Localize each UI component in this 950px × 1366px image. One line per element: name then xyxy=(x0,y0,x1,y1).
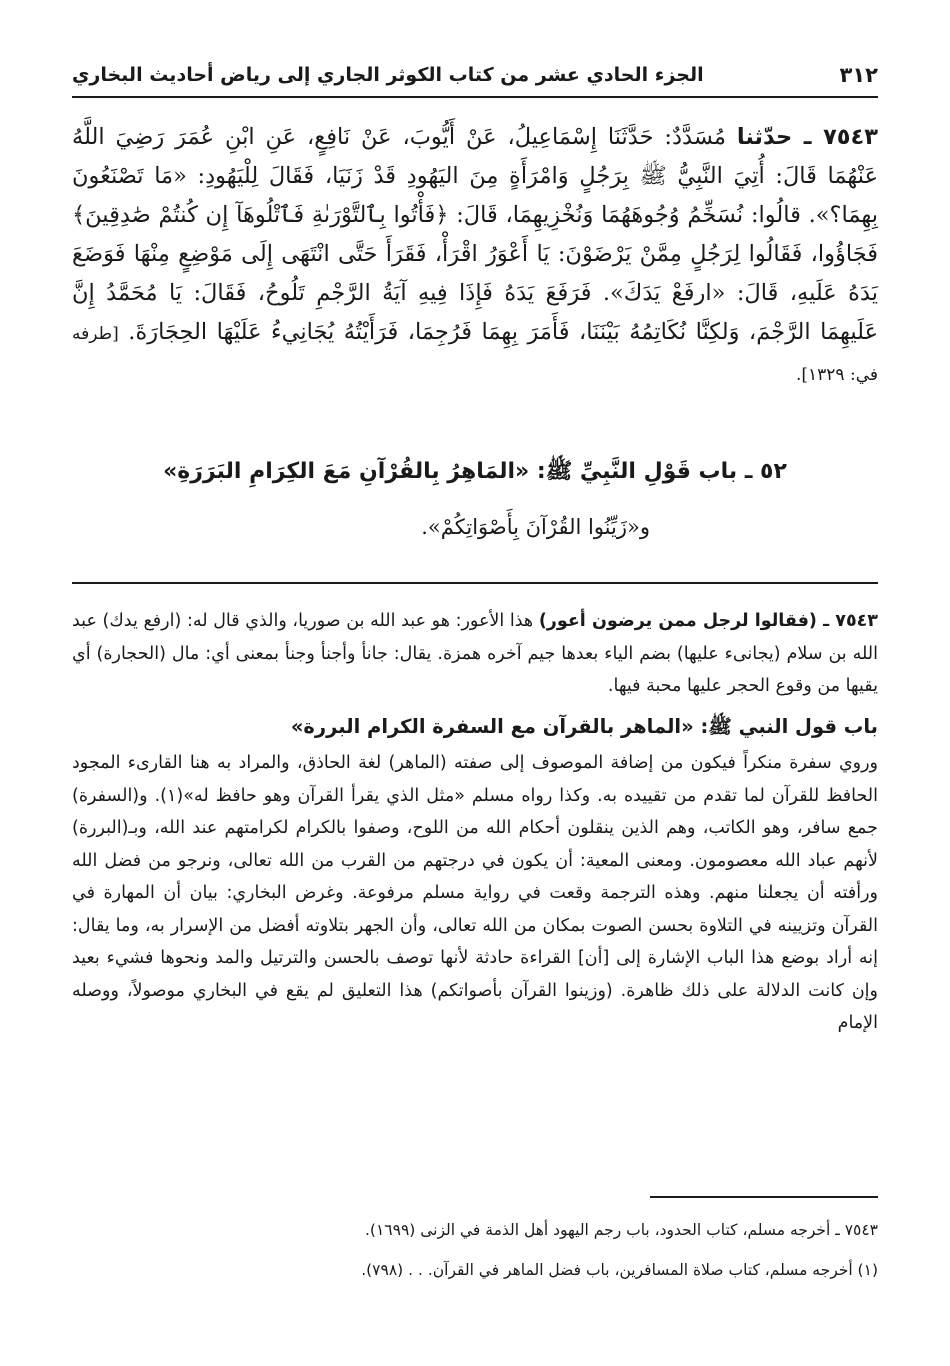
commentary-text: هذا الأعور: هو عبد الله بن صوريا، والذي قال له: (ارفع يدك) عبد الله بن سلام (يجانىء عليها) بضم الياء بعدها جيم آخره همزة. يقال: جانأ وأجنأ وجنأ بمعنى أي: مال (الحجارة) أي يقيها من وقوع الحجر عليها محبة فيها. xyxy=(72,611,878,696)
footnotes xyxy=(72,1210,878,1290)
commentary-lead: ٧٥٤٣ ـ (فقالوا لرجل ممن يرضون أعور) xyxy=(538,611,878,631)
footnote: (١) أخرجه مسلم، كتاب صلاة المسافرين، باب فضل الماهر في القرآن. . . (٧٩٨). xyxy=(361,1261,878,1279)
commentary-paragraph-2: وروي سفرة منكراً فيكون من إضافة الموصوف إلى صفته (الماهر) لغة الحاذق، والمراد به هنا القارىء المجود الحافظ للقرآن لما تقدم من تقييده به. وكذا رواه مسلم «مثل الذي يقرأ القرآن وهو حافظ له»(١). و(السفرة) جمع سافر، وهو الكاتب، وهم الذين ينقلون أحكام الله من اللوح، وصفوا بالكرام لكرامتهم عند الله، وبـ(البررة) لأنهم عباد الله معصومون. ومعنى المعية: أن يكون في درجتهم من القرب من الله تعالى، ونرجو من فضل الله ورأفته أن يجعلنا منهم. وهذه الترجمة وقعت في رواية مسلم مرفوعة. وغرض البخاري: بيان أن المهارة في القرآن وتزيينه في التلاوة بحسن الصوت بمكان من الله تعالى، وأن الجهر بتلاوته أفضل من الإسرار به، وما يقال: إنه أراد بوضع هذا الباب الإشارة إلى [أن] القراءة حادثة لأنها توصف بالحسن والترتيل والمد ونحوها فشيء بعيد وإن كانت الدلالة على ذلك ظاهرة. (وزينوا القرآن بأصواتكم) هذا التعليق لم يقع في البخاري موصولاً، ووصله الإمام xyxy=(72,753,878,1033)
running-title: الجزء الحادي عشر من كتاب الكوثر الجاري إلى رياض أحاديث البخاري xyxy=(72,64,704,86)
hadith-number: ٧٥٤٣ ـ حدّثنا xyxy=(736,124,878,150)
section-divider xyxy=(72,582,878,584)
hadith-text: مُسَدَّدٌ: حَدَّثَنَا إِسْمَاعِيلُ، عَنْ أَيُّوبَ، عَنْ نَافِعٍ، عَنِ ابْنِ عُمَرَ رَضِيَ اللَّهُ عَنْهُمَا قَالَ: أُتِيَ النَّبِيُّ ﷺ بِرَجُلٍ وَامْرَأَةٍ مِنَ اليَهُودِ قَدْ زَنَيَا، فَقَالَ لِلْيَهُودِ: «مَا تَصْنَعُونَ بِهِمَا؟». قالُوا: نُسَخِّمُ وُجُوهَهُمَا وَنُخْزِيهِمَا، قَالَ: ﴿فَأْتُوا بِٱلتَّوْرَىٰةِ فَٱتْلُوهَآ إِن كُنتُمْ صَٰدِقِينَ﴾ فَجَاؤُوا، فَقَالُوا لِرَجُلٍ مِمَّنْ يَرْضَوْنَ: يَا أَعْوَرُ اقْرَأْ، فَقَرَأَ حَتَّى انْتَهَى إِلَى مَوْضِعٍ مِنْهَا فَوَضَعَ يَدَهُ عَلَيهِ، قَالَ: «ارفَعْ يَدَكَ». فَرَفَعَ يَدَهُ فَإِذَا فِيهِ آيَةُ الرَّجْمِ تَلُوحُ، فَقَالَ: يَا مُحَمَّدُ إِنَّ عَلَيهِمَا الرَّجْمَ، وَلكِنَّا نُكَاتِمُهُ بَيْنَنَا، فَأَمَرَ بِهِمَا فَرُجِمَا، فَرَأَيْتُهُ يُجَانِيءُ عَلَيْهَا الحِجَارَةَ. xyxy=(72,124,878,345)
page-header xyxy=(72,58,878,98)
footnote: ٧٥٤٣ ـ أخرجه مسلم، كتاب الحدود، باب رجم اليهود أهل الذمة في الزنى (١٦٩٩). xyxy=(364,1221,878,1239)
page-number: ٣١٢ xyxy=(839,63,878,87)
commentary-section-title: باب قول النبي ﷺ: «الماهر بالقرآن مع السفرة الكرام البررة» xyxy=(290,714,878,738)
footnote-divider xyxy=(650,1196,878,1198)
commentary-paragraph xyxy=(72,605,878,703)
commentary-block xyxy=(72,605,878,1040)
chapter-title: ٥٢ ـ باب قَوْلِ النَّبِيِّ ﷺ: «المَاهِرُ بِالقُرْآنِ مَعَ الكِرَامِ البَرَرَةِ» xyxy=(163,459,787,484)
hadith-tarf: [طرفه في: ١٣٢٩]. xyxy=(72,324,878,385)
hadith-block xyxy=(72,118,878,395)
chapter-subtitle: و«زَيِّنُوا القُرْآنَ بِأَصْوَاتِكُمْ». xyxy=(421,515,650,539)
